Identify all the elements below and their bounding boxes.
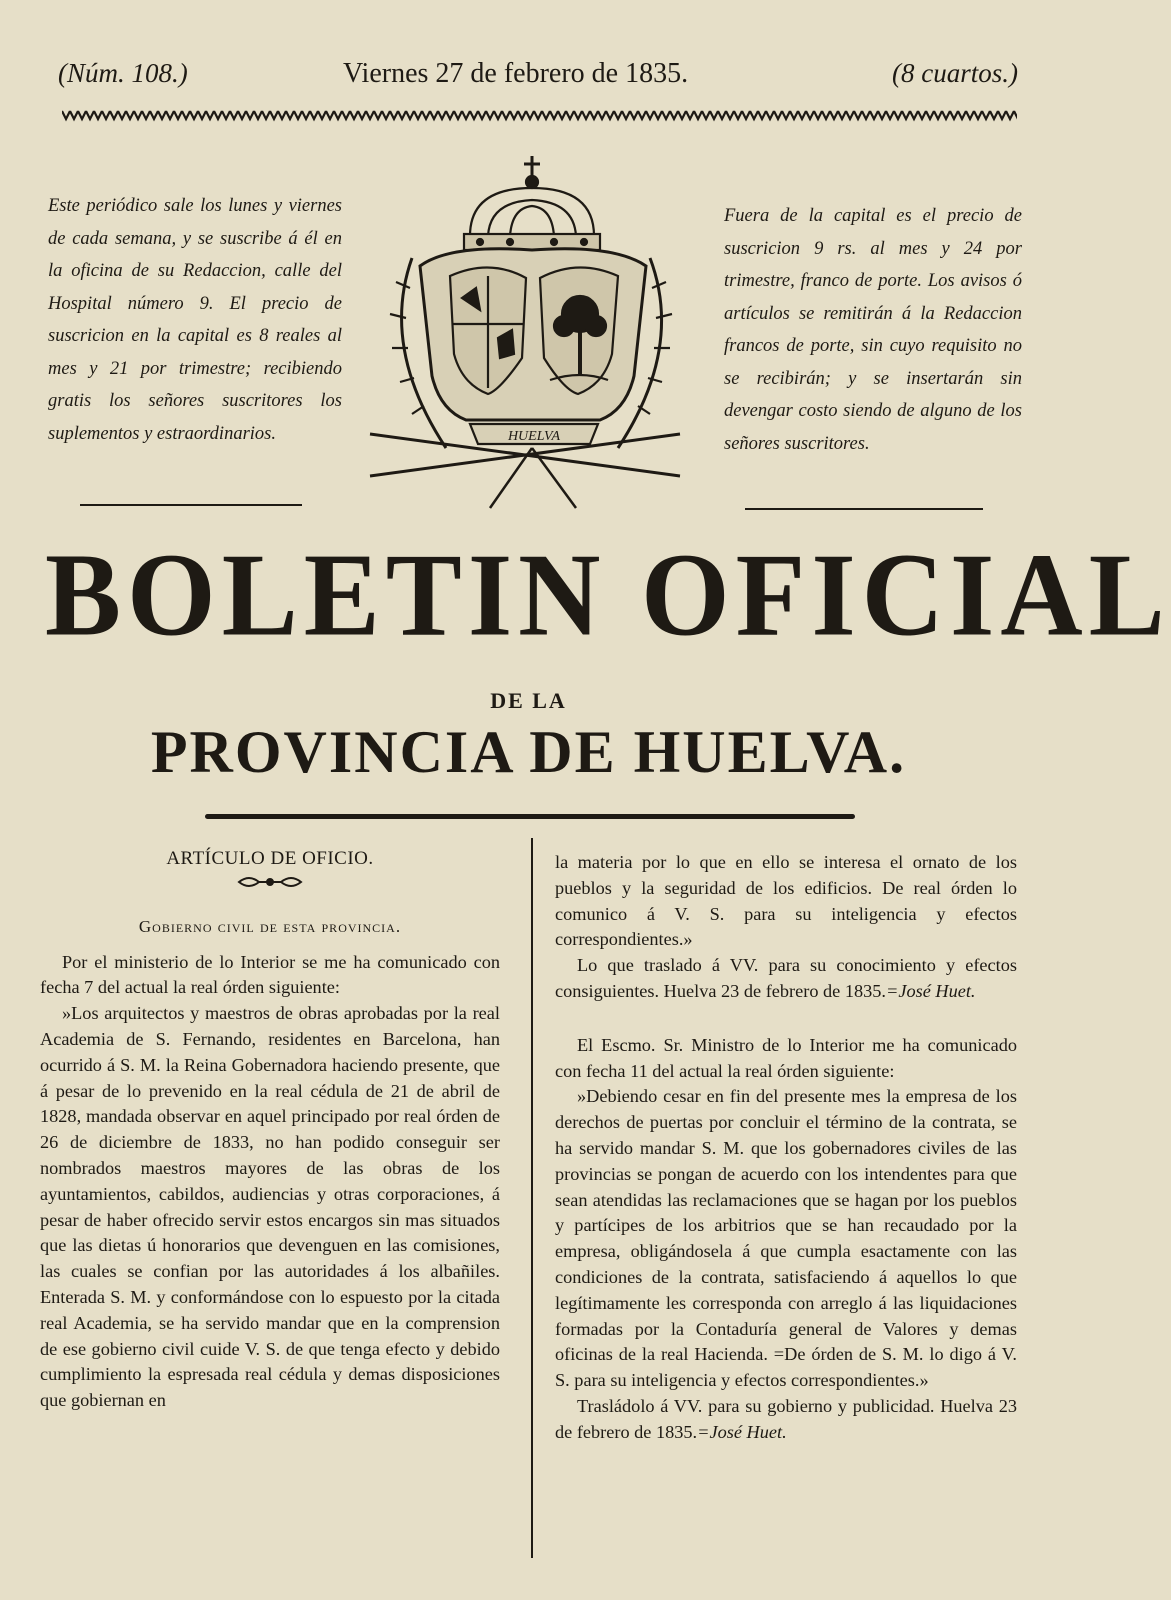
paragraph-text: Trasládolo á VV. para su gobierno y publicidad. Huelva 23 de febrero de 1835. (555, 1395, 1017, 1442)
subscription-info-left: Este periódico sale los lunes y viernes de cada semana, y se suscribe á él en la oficina de su Redaccion, calle del Hospital número 9. El precio de suscricion en la capital es 8 reales al mes y 21 por trimestre; recibiendo gratis los señores suscritores los suplementos y estraordinarios. (48, 196, 342, 444)
newspaper-title: BOLETIN OFICIAL (45, 528, 1171, 661)
title-divider (205, 814, 855, 819)
zigzag-border (62, 108, 1017, 122)
masthead (58, 58, 1018, 98)
paragraph: El Escmo. Sr. Ministro de lo Interior me ha comunicado con fecha 11 del actual la real órden siguiente: (555, 1034, 1017, 1081)
right-column (555, 850, 1017, 1446)
paragraph: »Debiendo cesar en fin del presente mes la empresa de los derechos de puertas por concluir el término de la contrata, se ha servido mandar S. M. que los gobernadores civiles de las provincias se pongan de acuerdo con los intendentes para que sean atendidas las reclamaciones que se hagan por los pueblos y partícipes de los arbitrios que se han recaudado por la empresa, obligándosela á que cumpla esactamente con las condiciones de la contrata, satisfaciendo á aquellos lo que legítimamente les corresponda con arreglo á las liquidaciones formadas por la Contaduría general de Valores y demas oficinas de la real Hacienda. =De órden de S. M. lo digo á V. S. para su inteligencia y efectos correspondientes.» (555, 1086, 1017, 1391)
left-column (40, 846, 500, 1414)
paragraph-text: Lo que traslado á VV. para su conocimiento y efectos consiguientes. Huelva 23 de febrero de 1835. (555, 955, 1017, 1001)
province-title: PROVINCIA DE HUELVA. (150, 719, 907, 785)
issue-price: (8 cuartos.) (892, 58, 1018, 88)
divider-left (80, 504, 302, 506)
article-heading: ARTÍCULO DE OFICIO. (166, 848, 374, 869)
section-subheading: Gobierno civil de esta provincia. (138, 916, 402, 936)
divider-right (745, 508, 983, 510)
signature: =José Huet. (886, 980, 976, 1001)
signature: =José Huet. (697, 1421, 787, 1442)
column-divider (531, 838, 533, 1558)
paragraph: Por el ministerio de lo Interior se me ha comunicado con fecha 7 del actual la real órden siguiente: (40, 951, 500, 998)
coat-of-arms (350, 148, 700, 518)
paragraph (555, 953, 1017, 1005)
spacer (555, 1005, 1017, 1033)
ornament-icon (40, 872, 500, 898)
crest-ribbon-text: HUELVA (507, 429, 561, 444)
paragraph (555, 1394, 1017, 1446)
subscription-info-right: Fuera de la capital es el precio de suscricion 9 rs. al mes y 24 por trimestre, franco de porte. Los avisos ó artículos se remitirán á la Redaccion francos de porte, sin cuyo requisito no se recibirán; y se insertarán sin devengar costo siendo de alguno de los señores suscritores. (724, 206, 1022, 454)
issue-number: (Núm. 108.) (58, 58, 188, 88)
paragraph: la materia por lo que en ello se interesa el ornato de los pueblos y la seguridad de los edificios. De real órden lo comunico á V. S. para su inteligencia y efectos correspondientes.» (555, 852, 1017, 950)
issue-date: Viernes 27 de febrero de 1835. (343, 58, 689, 89)
paragraph: »Los arquitectos y maestros de obras aprobadas por la real Academia de S. Fernando, residentes en Barcelona, han ocurrido á S. M. la Reina Gobernadora haciendo presente, que á pesar de lo prevenido en la real cédula de 21 de abril de 1828, mandada observar en aquel principado por real órden de 26 de diciembre de 1833, no han podido conseguir ser nombrados maestros mayores de las obras de los ayuntamientos, cabildos, audiencias y otras corporaciones, á pesar de haber ofrecido servir estos encargos sin mas situados que las dietas ú honorarios que devenguen en las comisiones, las cuales se confian por las autoridades á los albañiles. Enterada S. M. y conformándose con lo espuesto por la citada real Academia, se ha servido mandar que en la comprension de ese gobierno civil cuide V. S. de que tenga efecto y debido cumplimiento la espresada real cédula y demas disposiciones que gobiernan en (40, 1003, 500, 1411)
title-connector: DE LA (490, 688, 567, 713)
